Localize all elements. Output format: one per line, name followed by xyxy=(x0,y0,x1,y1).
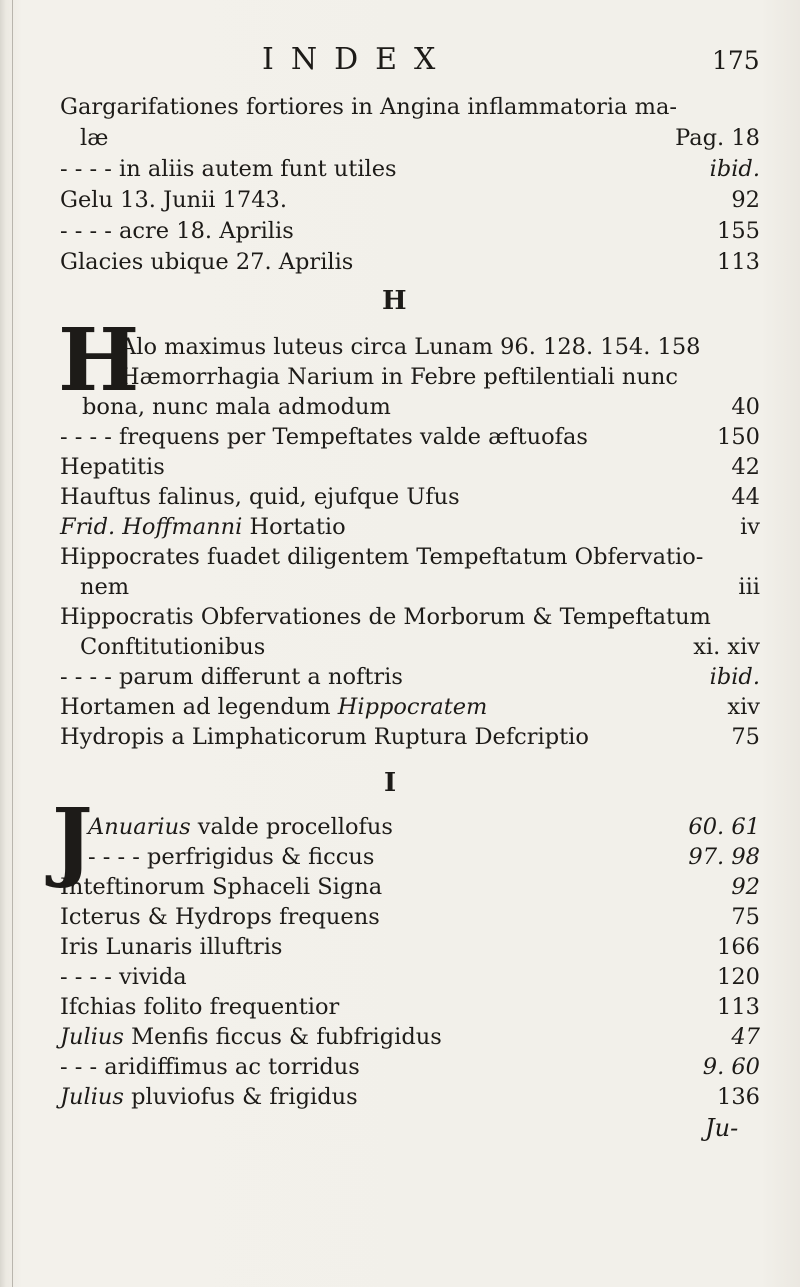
page-header xyxy=(0,42,800,92)
entry-text: Hippocratis Obfervationes de Morborum & Tempeftatum xyxy=(60,604,711,630)
entry-text: Iris Lunaris illuftris xyxy=(60,934,283,960)
entry-text: Gargarifationes fortiores in Angina inflammatoria ma- xyxy=(60,94,678,120)
entry-text: bona, nunc mala admodum xyxy=(82,394,391,420)
entry-text: Gelu 13. Junii 1743. xyxy=(60,187,288,213)
entry-text: - - - - frequens per Tempeftates valde æftuofas xyxy=(60,424,588,450)
entry-page: 166 xyxy=(717,934,760,960)
entry-page: 97. 98 xyxy=(688,844,760,870)
entry-text: Julius pluviofus & frigidus xyxy=(60,1084,358,1110)
entry-text: Alo maximus luteus circa Lunam 96. 128. 154. 158 xyxy=(120,334,701,360)
entry-text: Hauftus falinus, quid, ejufque Ufus xyxy=(60,484,460,510)
entry-text: Inteftinorum Sphaceli Signa xyxy=(60,874,383,900)
entry-page: 113 xyxy=(717,249,760,275)
page-number: 175 xyxy=(712,46,760,75)
entry-page: 92 xyxy=(731,874,760,900)
entry-page: 113 xyxy=(717,994,760,1020)
entry-text: Hepatitis xyxy=(60,454,165,480)
entry-page: xi. xiv xyxy=(693,634,760,660)
entry-page: 60. 61 xyxy=(688,814,760,840)
index-entry xyxy=(0,245,800,281)
dropcap-j: J xyxy=(52,790,93,891)
entry-page: 136 xyxy=(717,1084,760,1110)
entry-text: - - - - vivida xyxy=(60,964,187,990)
index-entry xyxy=(0,1080,800,1116)
entry-text: - - - - perfrigidus & ficcus xyxy=(88,844,375,870)
entry-page: 120 xyxy=(717,964,760,990)
entry-page: 92 xyxy=(731,187,760,213)
index-entry xyxy=(0,720,800,756)
entry-text: læ xyxy=(80,125,109,151)
entry-text: Anuarius valde procellofus xyxy=(88,814,393,840)
entry-page: ibid. xyxy=(709,664,760,690)
entry-page: 155 xyxy=(717,218,760,244)
entry-page: 42 xyxy=(731,454,760,480)
entry-text: Glacies ubique 27. Aprilis xyxy=(60,249,354,275)
entry-page: xiv xyxy=(727,694,760,720)
entry-text: - - - - parum differunt a noftris xyxy=(60,664,403,690)
catchword: Ju- xyxy=(705,1114,739,1142)
entry-page: 47 xyxy=(731,1024,760,1050)
entry-page: 40 xyxy=(731,394,760,420)
entry-page: iii xyxy=(738,574,760,600)
section-letter-h: H xyxy=(382,286,407,316)
section-letter-i: I xyxy=(384,768,397,798)
dropcap-h: H xyxy=(58,310,140,411)
entry-text: Hortamen ad legendum Hippocratem xyxy=(60,694,488,720)
entry-text: - - - - in aliis autem funt utiles xyxy=(60,156,397,182)
entry-text: - - - - acre 18. Aprilis xyxy=(60,218,294,244)
entry-page: Pag. 18 xyxy=(675,125,760,151)
entry-text: Icterus & Hydrops frequens xyxy=(60,904,380,930)
entry-page: ibid. xyxy=(709,156,760,182)
entry-text: nem xyxy=(80,574,130,600)
entry-page: 150 xyxy=(717,424,760,450)
entry-page: 9. 60 xyxy=(702,1054,760,1080)
entry-page: iv xyxy=(740,514,760,540)
entry-text: Hæmorrhagia Narium in Febre peftilentiali nunc xyxy=(120,364,678,390)
entry-text: Julius Menfis ficcus & fubfrigidus xyxy=(60,1024,442,1050)
entry-text: Frid. Hoffmanni Hortatio xyxy=(60,514,346,540)
entry-page: 44 xyxy=(731,484,760,510)
entry-page: 75 xyxy=(731,904,760,930)
entry-text: Hippocrates fuadet diligentem Tempeftatum Obfervatio- xyxy=(60,544,704,570)
entry-text: Ifchias folito frequentior xyxy=(60,994,340,1020)
entry-text: - - - aridiffimus ac torridus xyxy=(60,1054,360,1080)
entry-text: Hydropis a Limphaticorum Ruptura Defcriptio xyxy=(60,724,589,750)
entry-page: 75 xyxy=(731,724,760,750)
entry-text: Conftitutionibus xyxy=(80,634,266,660)
index-title: INDEX xyxy=(262,42,453,77)
